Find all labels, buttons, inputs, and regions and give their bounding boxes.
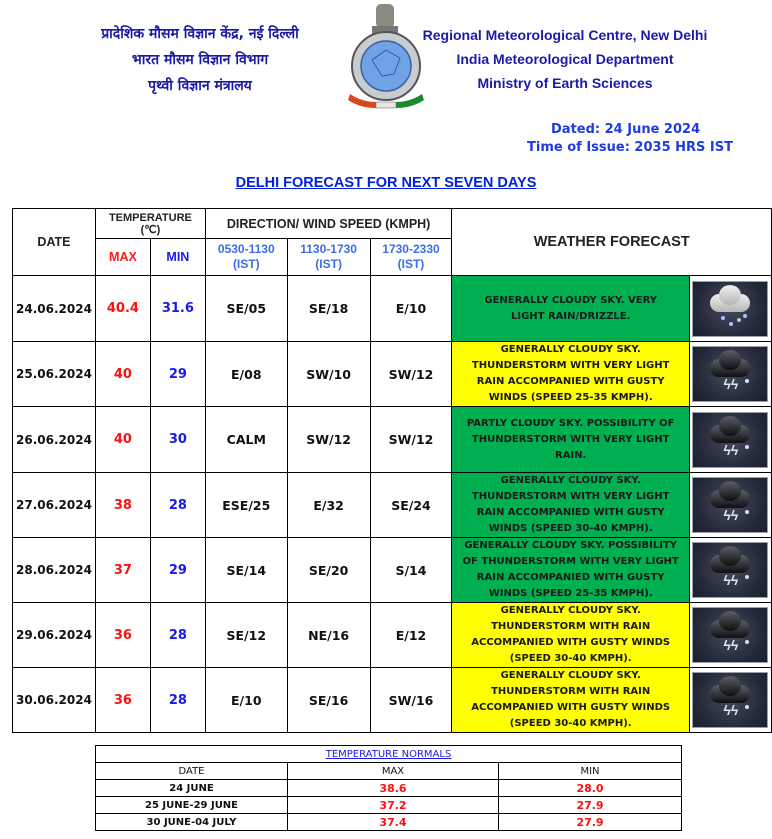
row-weather-icon-cell (689, 407, 771, 473)
row-forecast-text: PARTLY CLOUDY SKY. POSSIBILITY OF THUNDERSTORM WITH VERY LIGHT RAIN. (452, 407, 690, 473)
header-slot-1 (205, 239, 287, 276)
row-wind-slot-3: S/14 (370, 538, 452, 603)
row-wind-slot-3: SW/16 (370, 668, 452, 733)
row-wind-slot-2: SW/12 (287, 407, 370, 473)
normals-row-min: 28.0 (499, 780, 682, 797)
row-weather-icon-cell (689, 473, 771, 538)
hindi-title-line-1: प्रादेशिक मौसम विज्ञान केंद्र, नई दिल्ली (101, 26, 299, 42)
row-wind-slot-1: SE/14 (205, 538, 287, 603)
light-rain-cloud-icon (692, 281, 768, 337)
row-wind-slot-1: ESE/25 (205, 473, 287, 538)
row-max-temp: 40.4 (95, 276, 150, 342)
normals-row-max: 37.2 (288, 797, 499, 814)
normals-row-date: 30 JUNE-04 JULY (96, 814, 288, 831)
row-forecast-text: GENERALLY CLOUDY SKY. THUNDERSTORM WITH RAIN ACCOMPANIED WITH GUSTY WINDS (SPEED 30-40 KMPH). (452, 668, 690, 733)
row-wind-slot-2: SE/16 (287, 668, 370, 733)
header-wind: DIRECTION/ WIND SPEED (KMPH) (205, 209, 452, 239)
normals-title: TEMPERATURE NORMALS (96, 746, 682, 763)
table-row (13, 473, 772, 538)
row-wind-slot-3: SE/24 (370, 473, 452, 538)
header-min: MIN (150, 239, 205, 276)
row-min-temp: 28 (150, 668, 205, 733)
table-row (96, 814, 682, 831)
english-title-line-2: India Meteorological Department (456, 51, 674, 67)
row-wind-slot-3: SW/12 (370, 342, 452, 407)
english-title-line-3: Ministry of Earth Sciences (477, 75, 653, 91)
row-forecast-text: GENERALLY CLOUDY SKY. THUNDERSTORM WITH VERY LIGHT RAIN ACCOMPANIED WITH GUSTY WINDS (SPEED 25-35 KMPH). (452, 342, 690, 407)
temperature-normals-table (95, 745, 682, 831)
thunderstorm-icon: ϟϟ (692, 346, 768, 402)
row-wind-slot-2: E/32 (287, 473, 370, 538)
row-wind-slot-3: SW/12 (370, 407, 452, 473)
row-wind-slot-2: SE/18 (287, 276, 370, 342)
forecast-title: DELHI FORECAST FOR NEXT SEVEN DAYS (235, 175, 537, 191)
normals-row-min: 27.9 (499, 814, 682, 831)
thunderstorm-icon: ϟϟ (692, 412, 768, 468)
row-date: 26.06.2024 (13, 407, 96, 473)
normals-row-date: 25 JUNE-29 JUNE (96, 797, 288, 814)
row-date: 28.06.2024 (13, 538, 96, 603)
row-weather-icon-cell (689, 276, 771, 342)
table-row (13, 538, 772, 603)
row-wind-slot-3: E/12 (370, 603, 452, 668)
row-min-temp: 28 (150, 603, 205, 668)
header-temperature-unit: (℃) (140, 223, 161, 236)
normals-row-max: 38.6 (288, 780, 499, 797)
forecast-table (12, 208, 772, 733)
normals-row-date: 24 JUNE (96, 780, 288, 797)
slot-1-time: 0530-1130 (217, 242, 275, 256)
table-row (13, 603, 772, 668)
row-wind-slot-3: E/10 (370, 276, 452, 342)
row-weather-icon-cell (689, 538, 771, 603)
table-row (13, 342, 772, 407)
header-slot-2 (287, 239, 370, 276)
table-row (96, 780, 682, 797)
row-min-temp: 29 (150, 342, 205, 407)
row-wind-slot-2: SE/20 (287, 538, 370, 603)
row-max-temp: 40 (95, 407, 150, 473)
row-min-temp: 30 (150, 407, 205, 473)
thunderstorm-icon: ϟϟ (692, 477, 768, 533)
normals-header-min: MIN (499, 763, 682, 780)
row-wind-slot-1: CALM (205, 407, 287, 473)
row-forecast-text: GENERALLY CLOUDY SKY. THUNDERSTORM WITH RAIN ACCOMPANIED WITH GUSTY WINDS (SPEED 30-40 KMPH). (452, 603, 690, 668)
row-date: 27.06.2024 (13, 473, 96, 538)
row-date: 30.06.2024 (13, 668, 96, 733)
header-temperature-label: TEMPERATURE (108, 211, 192, 224)
header-temperature (95, 209, 205, 239)
row-wind-slot-1: SE/12 (205, 603, 287, 668)
header-slot-3 (370, 239, 452, 276)
issue-time: Time of Issue: 2035 HRS IST (527, 140, 733, 155)
row-forecast-text: GENERALLY CLOUDY SKY. POSSIBILITY OF THUNDERSTORM WITH VERY LIGHT RAIN ACCOMPANIED WITH GUSTY WINDS (SPEED 25-35 KMPH). (452, 538, 690, 603)
normals-header-max: MAX (288, 763, 499, 780)
row-min-temp: 28 (150, 473, 205, 538)
row-forecast-text: GENERALLY CLOUDY SKY. THUNDERSTORM WITH VERY LIGHT RAIN ACCOMPANIED WITH GUSTY WINDS (SPEED 30-40 KMPH). (452, 473, 690, 538)
row-wind-slot-2: NE/16 (287, 603, 370, 668)
row-max-temp: 36 (95, 603, 150, 668)
table-row (13, 668, 772, 733)
row-weather-icon-cell (689, 603, 771, 668)
row-wind-slot-2: SW/10 (287, 342, 370, 407)
table-row (13, 407, 772, 473)
hindi-title-line-3: पृथ्वी विज्ञान मंत्रालय (148, 78, 252, 94)
row-weather-icon-cell (689, 668, 771, 733)
hindi-title-line-2: भारत मौसम विज्ञान विभाग (131, 52, 269, 68)
row-date: 29.06.2024 (13, 603, 96, 668)
row-max-temp: 37 (95, 538, 150, 603)
normals-row-min: 27.9 (499, 797, 682, 814)
normals-row-max: 37.4 (288, 814, 499, 831)
slot-1-zone: (IST) (232, 257, 260, 271)
header-date: DATE (13, 209, 96, 276)
slot-2-zone: (IST) (315, 257, 342, 271)
issue-date: Dated: 24 June 2024 (551, 122, 701, 137)
row-max-temp: 38 (95, 473, 150, 538)
row-forecast-text: GENERALLY CLOUDY SKY. VERY LIGHT RAIN/DRIZZLE. (452, 276, 690, 342)
english-title-line-1: Regional Meteorological Centre, New Delhi (422, 27, 708, 43)
thunderstorm-icon: ϟϟ (692, 607, 768, 663)
row-max-temp: 36 (95, 668, 150, 733)
normals-header-date: DATE (96, 763, 288, 780)
row-date: 24.06.2024 (13, 276, 96, 342)
table-row (96, 797, 682, 814)
thunderstorm-icon: ϟϟ (692, 542, 768, 598)
row-max-temp: 40 (95, 342, 150, 407)
row-min-temp: 29 (150, 538, 205, 603)
row-weather-icon-cell (689, 342, 771, 407)
slot-2-time: 1130-1730 (300, 242, 357, 256)
header-weather-forecast: WEATHER FORECAST (452, 209, 772, 276)
row-wind-slot-1: SE/05 (205, 276, 287, 342)
row-wind-slot-1: E/08 (205, 342, 287, 407)
slot-3-time: 1730-2330 (382, 242, 440, 256)
header-max: MAX (95, 239, 150, 276)
row-date: 25.06.2024 (13, 342, 96, 407)
thunderstorm-icon: ϟϟ (692, 672, 768, 728)
row-min-temp: 31.6 (150, 276, 205, 342)
row-wind-slot-1: E/10 (205, 668, 287, 733)
table-row (13, 276, 772, 342)
slot-3-zone: (IST) (397, 257, 425, 271)
